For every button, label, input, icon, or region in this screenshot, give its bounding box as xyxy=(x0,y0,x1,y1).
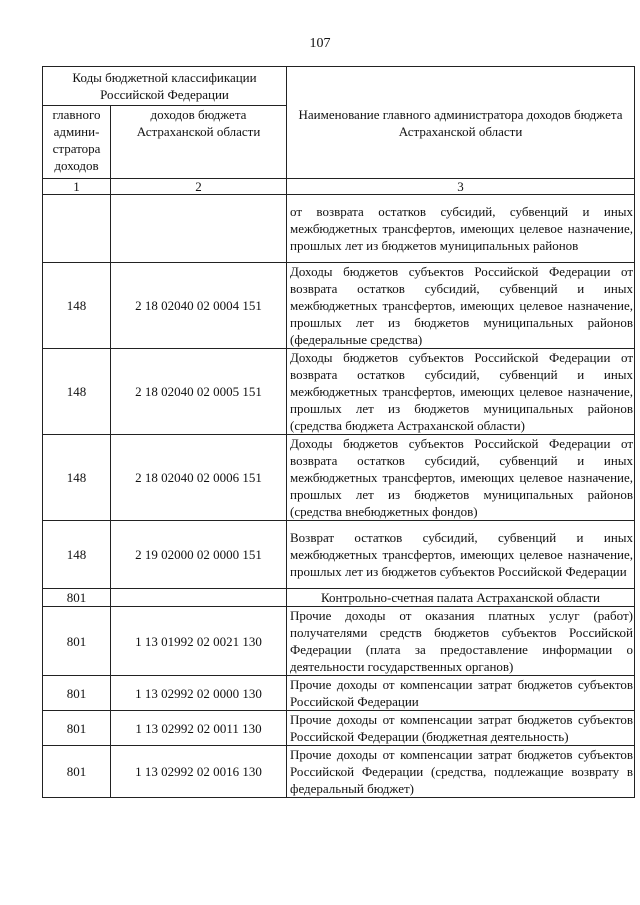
income-code-cell xyxy=(111,195,287,263)
column-number: 1 xyxy=(43,179,111,195)
column-number-row xyxy=(43,179,635,195)
income-code-cell: 2 18 02040 02 0004 151 xyxy=(111,263,287,349)
admin-code-cell: 148 xyxy=(43,263,111,349)
income-code-cell: 1 13 02992 02 0000 130 xyxy=(111,676,287,711)
admin-code-cell xyxy=(43,195,111,263)
table-row xyxy=(43,349,635,435)
income-code-cell: 2 19 02000 02 0000 151 xyxy=(111,521,287,589)
admin-name-header: Наименование главного администратора доходов бюджета Астраханской области xyxy=(287,67,635,179)
income-name-cell: Возврат остатков субсидий, субвенций и иных межбюджетных трансфертов, имеющих целевое назначение, прошлых лет из бюджетов субъектов Российской Федерации xyxy=(287,521,635,589)
income-name-cell: Доходы бюджетов субъектов Российской Федерации от возврата остатков субсидий, субвенций и иных межбюджетных трансфертов, имеющих целевое назначение, прошлых лет из бюджетов муниципальных районов (средства бюджета Астраханской области) xyxy=(287,349,635,435)
administrator-name-cell: Контрольно-счетная палата Астраханской области xyxy=(287,589,635,607)
main-admin-code-header: главного админи-стратора доходов xyxy=(43,106,111,179)
income-name-cell: Доходы бюджетов субъектов Российской Федерации от возврата остатков субсидий, субвенций и иных межбюджетных трансфертов, имеющих целевое назначение, прошлых лет из бюджетов муниципальных районов (средства внебюджетных фондов) xyxy=(287,435,635,521)
income-code-cell: 1 13 02992 02 0011 130 xyxy=(111,711,287,746)
table-row xyxy=(43,263,635,349)
column-number: 2 xyxy=(111,179,287,195)
income-code-header: доходов бюджета Астраханской области xyxy=(111,106,287,179)
table-row xyxy=(43,746,635,798)
income-code-cell: 1 13 01992 02 0021 130 xyxy=(111,607,287,676)
admin-code-cell: 148 xyxy=(43,521,111,589)
admin-code-cell: 801 xyxy=(43,589,111,607)
table-row xyxy=(43,435,635,521)
admin-code-cell: 801 xyxy=(43,676,111,711)
admin-code-cell: 148 xyxy=(43,349,111,435)
codes-header: Коды бюджетной классификации Российской Федерации xyxy=(43,67,287,106)
column-number: 3 xyxy=(287,179,635,195)
income-name-cell: Прочие доходы от компенсации затрат бюджетов субъектов Российской Федерации (средства, подлежащие возврату в федеральный бюджет) xyxy=(287,746,635,798)
admin-code-cell: 801 xyxy=(43,607,111,676)
income-name-cell: Прочие доходы от оказания платных услуг (работ) получателями средств бюджетов субъектов Российской Федерации (плата за предоставление информации о деятельности государственных органов) xyxy=(287,607,635,676)
income-code-cell: 1 13 02992 02 0016 130 xyxy=(111,746,287,798)
budget-classification-table xyxy=(42,66,635,798)
income-code-cell: 2 18 02040 02 0005 151 xyxy=(111,349,287,435)
income-name-cell: Доходы бюджетов субъектов Российской Федерации от возврата остатков субсидий, субвенций и иных межбюджетных трансфертов, имеющих целевое назначение, прошлых лет из бюджетов муниципальных районов (федеральные средства) xyxy=(287,263,635,349)
table-row xyxy=(43,711,635,746)
table-row xyxy=(43,676,635,711)
income-code-cell: 2 18 02040 02 0006 151 xyxy=(111,435,287,521)
header-row-top xyxy=(43,67,635,106)
admin-code-cell: 801 xyxy=(43,746,111,798)
admin-code-cell: 801 xyxy=(43,711,111,746)
table-row xyxy=(43,607,635,676)
table-row xyxy=(43,195,635,263)
page-number: 107 xyxy=(309,36,331,51)
income-code-cell xyxy=(111,589,287,607)
income-name-cell: от возврата остатков субсидий, субвенций и иных межбюджетных трансфертов, имеющих целевое назначение, прошлых лет из бюджетов муниципальных районов xyxy=(287,195,635,263)
income-name-cell: Прочие доходы от компенсации затрат бюджетов субъектов Российской Федерации xyxy=(287,676,635,711)
table-row xyxy=(43,521,635,589)
section-row xyxy=(43,589,635,607)
income-name-cell: Прочие доходы от компенсации затрат бюджетов субъектов Российской Федерации (бюджетная деятельность) xyxy=(287,711,635,746)
admin-code-cell: 148 xyxy=(43,435,111,521)
